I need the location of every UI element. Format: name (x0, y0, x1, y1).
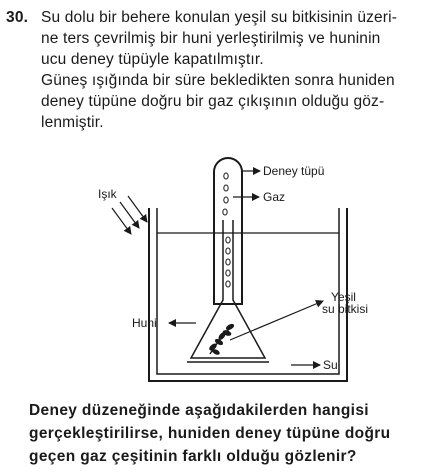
plant-label-line1: Yeşil (331, 290, 356, 304)
light-arrows (112, 196, 147, 234)
stem-line-3: ucu deney tüpüyle kapatılmıştır. (41, 51, 264, 68)
prompt-line-1: Deney düzeneğinde aşağıdakilerden hangisi (29, 402, 369, 419)
question-number: 30. (6, 9, 29, 26)
test-tube (214, 158, 242, 304)
prompt-line-2: gerçekleştirilirse, huniden deney tüpüne doğru (29, 425, 391, 442)
funnel (187, 220, 269, 362)
light-label: Işık (98, 187, 117, 201)
stem-line-5: deney tüpüne doğru bir gaz çıkışının olduğu göz- (41, 93, 385, 110)
gas-bubbles-funnel (226, 237, 230, 287)
test-tube-label: Deney tüpü (263, 164, 325, 178)
funnel-label: Huni (132, 316, 157, 330)
prompt-line-3: geçen gaz çeşitinin farklı olduğu gözlenir? (29, 448, 357, 465)
stem-line-6: lenmiştir. (41, 114, 104, 131)
water-label: Su (323, 358, 338, 372)
gas-bubbles-tube (223, 173, 228, 215)
stem-line-4: Güneş ışığında bir süre bekledikten sonra huniden (41, 72, 395, 89)
beaker (149, 208, 347, 381)
stem-line-1: Su dolu bir behere konulan yeşil su bitkisinin üzeri- (41, 9, 398, 26)
gas-label: Gaz (263, 190, 286, 204)
plant-label-line2: su bitkisi (322, 302, 369, 316)
stem-line-2: ne ters çevrilmiş bir huni yerleştirilmiş ve huninin (41, 30, 381, 47)
